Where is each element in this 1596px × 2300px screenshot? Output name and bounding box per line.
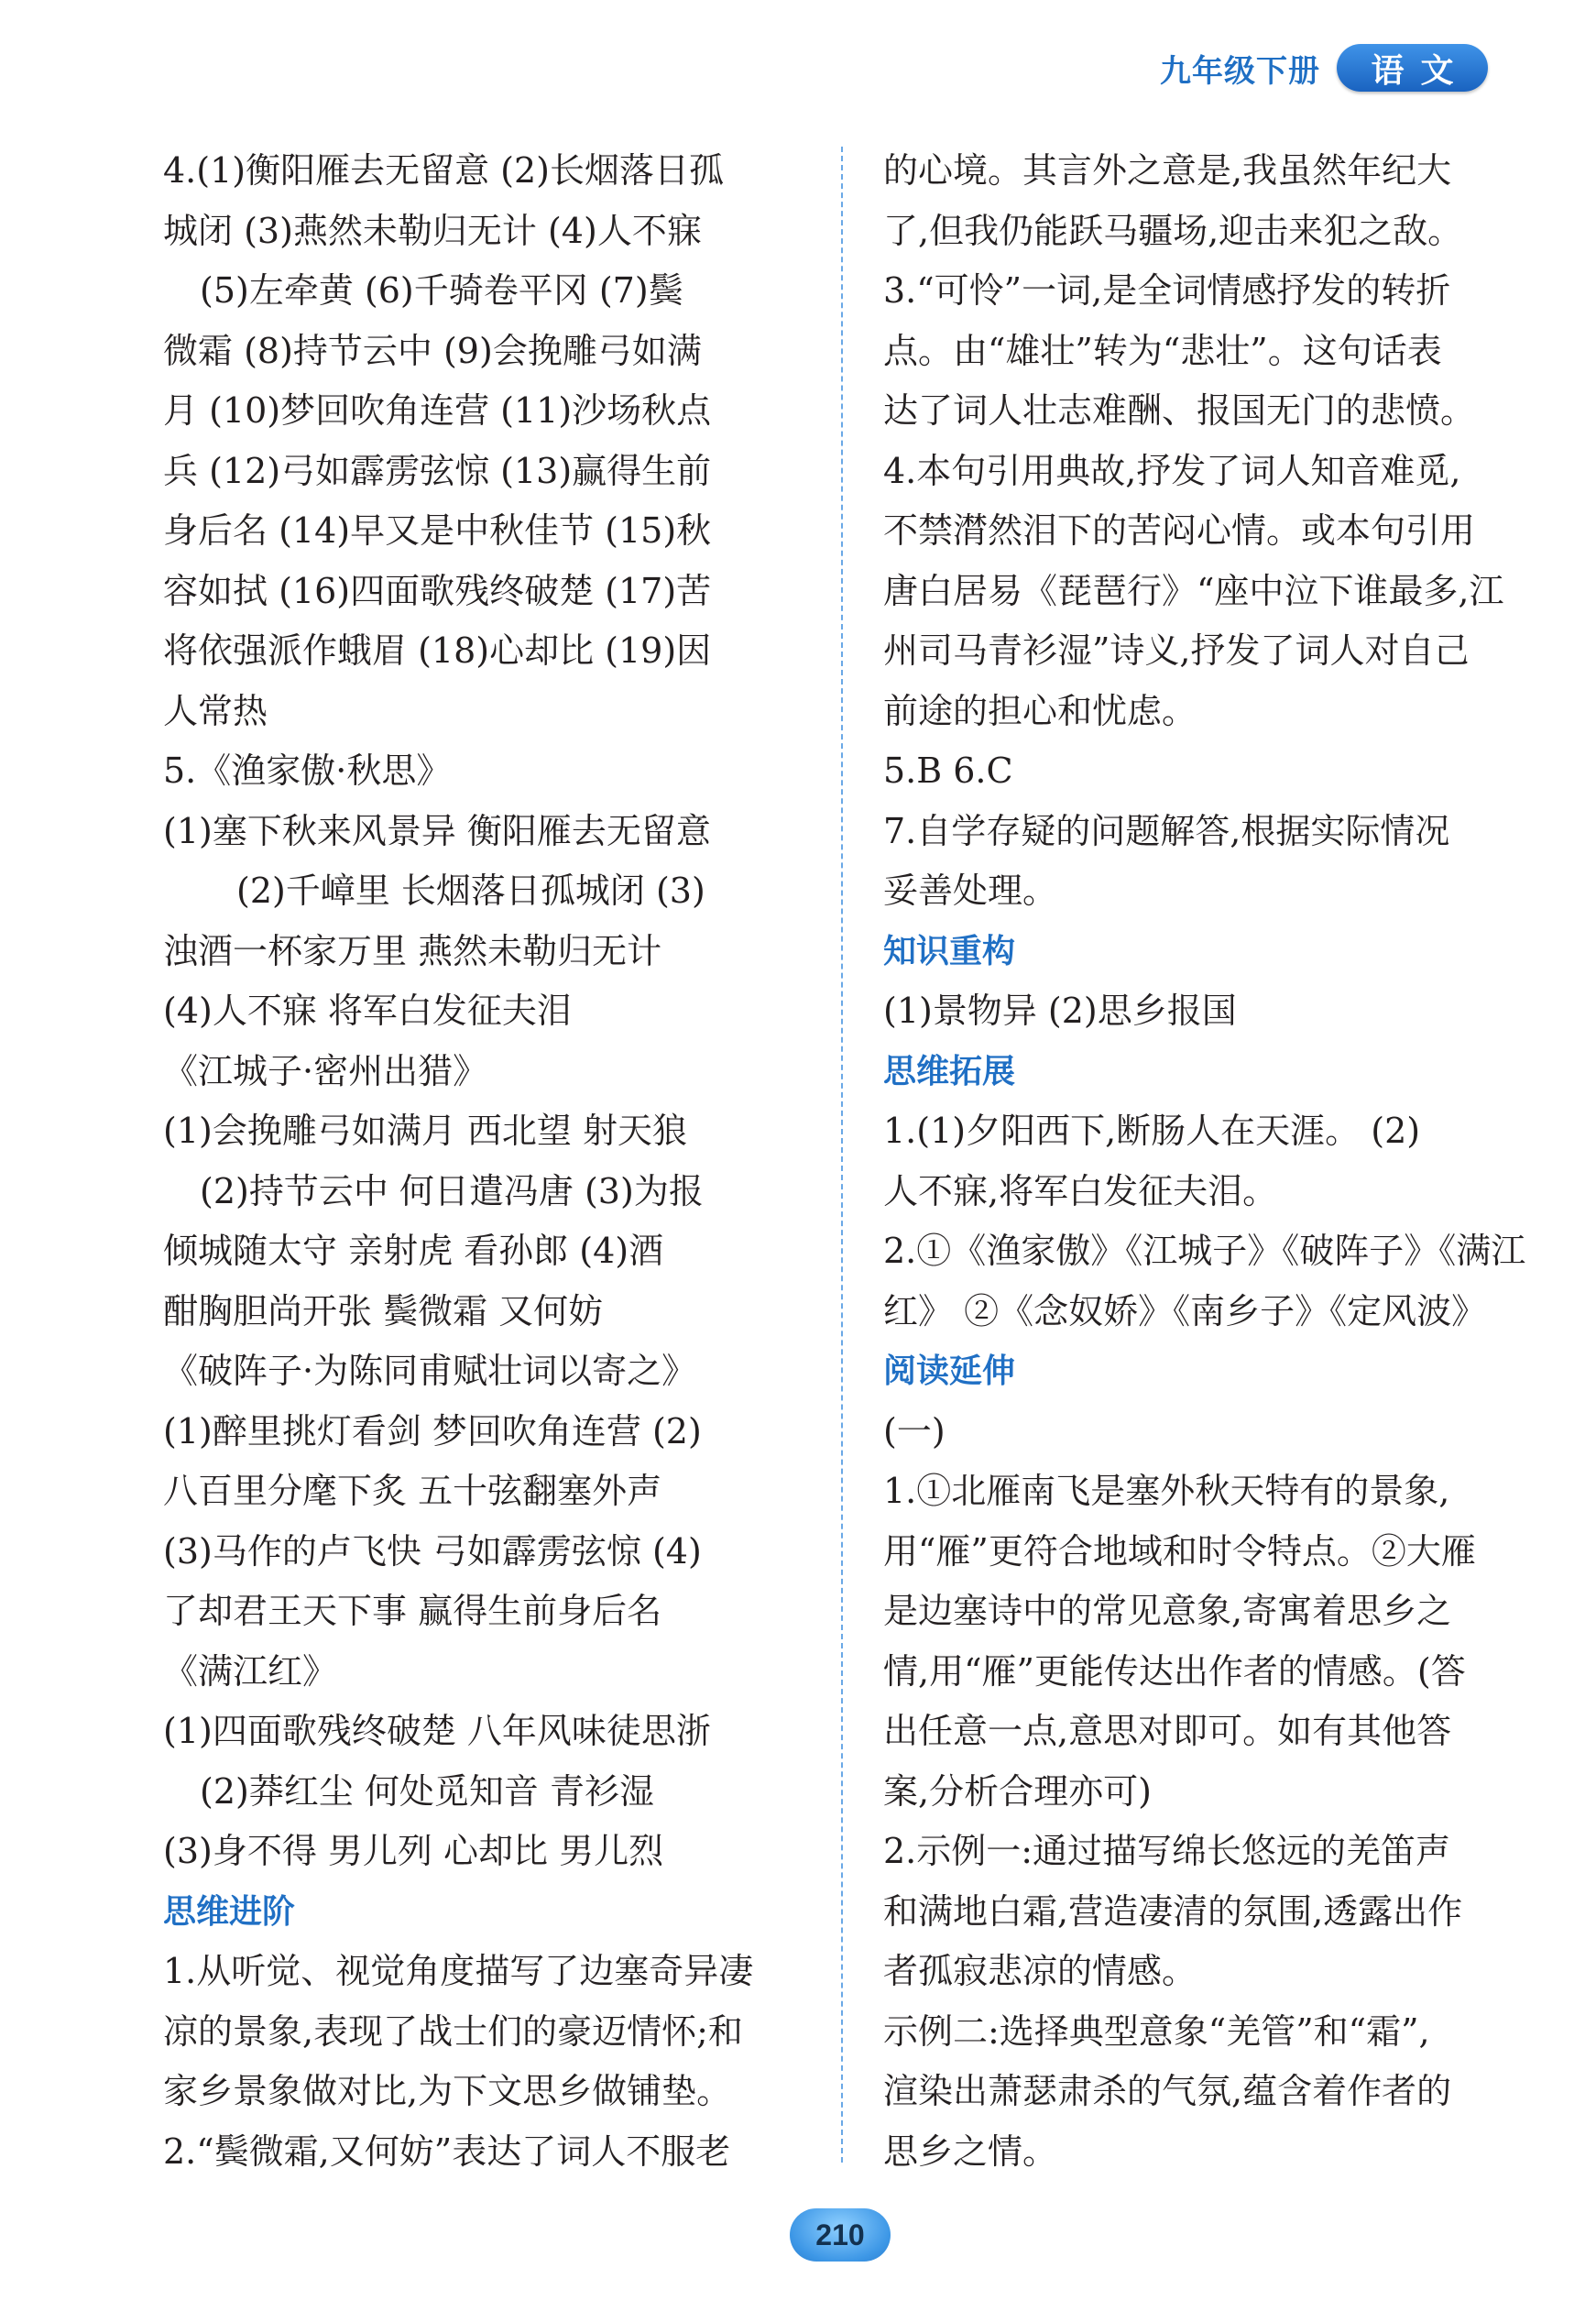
text-line: 不禁潸然泪下的苦闷心情。或本句引用 — [883, 510, 1476, 551]
text-line: 酣胸胆尚开张 鬓微霜 又何妨 — [163, 1290, 604, 1331]
page-number: 210 — [790, 2208, 891, 2262]
text-line: 出任意一点,意思对即可。如有其他答 — [883, 1711, 1452, 1751]
subject-badge: 语文 — [1337, 44, 1488, 92]
text-line: (2)千嶂里 长烟落日孤城闭 (3) — [236, 871, 705, 911]
text-line: (3)身不得 男儿列 心却比 男儿烈 — [163, 1831, 664, 1871]
text-line: 情,用“雁”更能传达出作者的情感。(答 — [883, 1650, 1466, 1692]
text-line: 2.①《渔家傲》《江城子》《破阵子》《满江 — [883, 1231, 1526, 1271]
text-line: 渲染出萧瑟肃杀的气氛,蕴含着作者的 — [883, 2071, 1452, 2111]
text-line: 是边塞诗中的常见意象,寄寓着思乡之 — [883, 1591, 1452, 1631]
text-line: 2.“鬓微霜,又何妨”表达了词人不服老 — [163, 2130, 731, 2172]
text-line: (1)塞下秋来风景异 衡阳雁去无留意 — [163, 810, 711, 851]
page-header — [1160, 44, 1488, 92]
text-line: 1.从听觉、视觉角度描写了边塞奇异凄 — [163, 1951, 754, 1991]
text-line: 《满江红》 — [163, 1650, 338, 1692]
text-line: 月 (10)梦回吹角连营 (11)沙场秋点 — [163, 390, 712, 431]
text-line: 倾城随太守 亲射虎 看孙郎 (4)酒 — [163, 1231, 664, 1271]
text-line: 兵 (12)弓如霹雳弦惊 (13)赢得生前 — [163, 450, 712, 491]
text-line: 5.《渔家傲·秋思》 — [163, 750, 452, 791]
text-line: (2)持节云中 何日遣冯唐 (3)为报 — [200, 1170, 704, 1211]
text-line: 1.①北雁南飞是塞外秋天特有的景象, — [883, 1471, 1450, 1511]
text-line: 的心境。其言外之意是,我虽然年纪大 — [883, 150, 1452, 191]
text-line: 思乡之情。 — [883, 2130, 1058, 2172]
text-line: 人不寐,将军白发征夫泪。 — [883, 1170, 1278, 1211]
right-column — [883, 141, 1526, 2182]
column-divider — [841, 147, 843, 2163]
text-line: 八百里分麾下炙 五十弦翻塞外声 — [163, 1471, 662, 1511]
text-line: 将依强派作蛾眉 (18)心却比 (19)因 — [163, 630, 712, 671]
text-line: 身后名 (14)早又是中秋佳节 (15)秋 — [163, 510, 712, 551]
text-line: 1.(1)夕阳西下,断肠人在天涯。 (2) — [883, 1111, 1421, 1151]
text-line: (1)会挽雕弓如满月 西北望 射天狼 — [163, 1111, 687, 1151]
text-line: 4.本句引用典故,抒发了词人知音难觅, — [883, 450, 1461, 491]
text-line: 红》 ②《念奴娇》《南乡子》《定风波》 — [883, 1290, 1487, 1331]
text-line: 凉的景象,表现了战士们的豪迈情怀;和 — [163, 2010, 743, 2052]
text-line: 5.B 6.C — [883, 750, 1013, 791]
text-line: 《江城子·密州出猎》 — [163, 1050, 488, 1091]
text-line: 达了词人壮志难酬、报国无门的悲愤。 — [883, 390, 1476, 431]
text-line: 《破阵子·为陈同甫赋壮词以寄之》 — [163, 1351, 697, 1391]
text-line: 了却君王天下事 赢得生前身后名 — [163, 1591, 662, 1631]
left-column — [163, 141, 795, 2182]
text-line: (1)四面歌残终破楚 八年风味徒思浙 — [163, 1711, 711, 1751]
text-line: 人常热 — [163, 690, 268, 731]
text-line: (1)醉里挑灯看剑 梦回吹角连营 (2) — [163, 1410, 702, 1451]
text-line: 城闭 (3)燕然未勒归无计 (4)人不寐 — [163, 210, 702, 251]
section-title: 阅读延伸 — [883, 1353, 1016, 1390]
text-line: 家乡景象做对比,为下文思乡做铺垫。 — [163, 2071, 732, 2111]
text-line: 州司马青衫湿”诗义,抒发了词人对自己 — [883, 630, 1470, 671]
grade-label: 九年级下册 — [1160, 52, 1320, 90]
text-line: 和满地白霜,营造凄清的氛围,透露出作 — [883, 1890, 1463, 1932]
text-line: 点。由“雄壮”转为“悲壮”。这句话表 — [883, 330, 1442, 371]
text-line: (3)马作的卢飞快 弓如霹雳弦惊 (4) — [163, 1530, 702, 1572]
text-line: 者孤寂悲凉的情感。 — [883, 1951, 1197, 1991]
text-line: 浊酒一杯家万里 燕然未勒归无计 — [163, 930, 662, 971]
text-line: 容如拭 (16)四面歌残终破楚 (17)苦 — [163, 570, 712, 611]
text-line: (4)人不寐 将军白发征夫泪 — [163, 991, 572, 1031]
text-line: (5)左牵黄 (6)千骑卷平冈 (7)鬓 — [200, 270, 683, 311]
text-line: 妥善处理。 — [883, 871, 1058, 911]
text-line: 7.自学存疑的问题解答,根据实际情况 — [883, 810, 1450, 851]
text-line: 3.“可怜”一词,是全词情感抒发的转折 — [883, 270, 1451, 311]
text-line: 了,但我仍能跃马疆场,迎击来犯之敌。 — [883, 210, 1463, 251]
section-title: 思维进阶 — [163, 1892, 296, 1931]
section-title: 知识重构 — [883, 932, 1016, 970]
text-line: 唐白居易《琵琶行》“座中泣下谁最多,江 — [883, 570, 1504, 611]
text-line: 用“雁”更符合地域和时令特点。②大雁 — [883, 1530, 1476, 1572]
text-line: (一) — [883, 1410, 946, 1451]
text-line: 示例二:选择典型意象“羌管”和“霜”, — [883, 2010, 1430, 2052]
section-title: 思维拓展 — [883, 1052, 1016, 1090]
text-line: 前途的担心和忧虑。 — [883, 690, 1197, 731]
text-line: (2)莽红尘 何处觅知音 青衫湿 — [200, 1770, 654, 1812]
text-line: 2.示例一:通过描写绵长悠远的羌笛声 — [883, 1831, 1451, 1871]
text-line: (1)景物异 (2)思乡报国 — [883, 991, 1237, 1031]
text-line: 案,分析合理亦可) — [883, 1770, 1152, 1812]
text-line: 4.(1)衡阳雁去无留意 (2)长烟落日孤 — [163, 150, 724, 191]
text-line: 微霜 (8)持节云中 (9)会挽雕弓如满 — [163, 330, 702, 371]
